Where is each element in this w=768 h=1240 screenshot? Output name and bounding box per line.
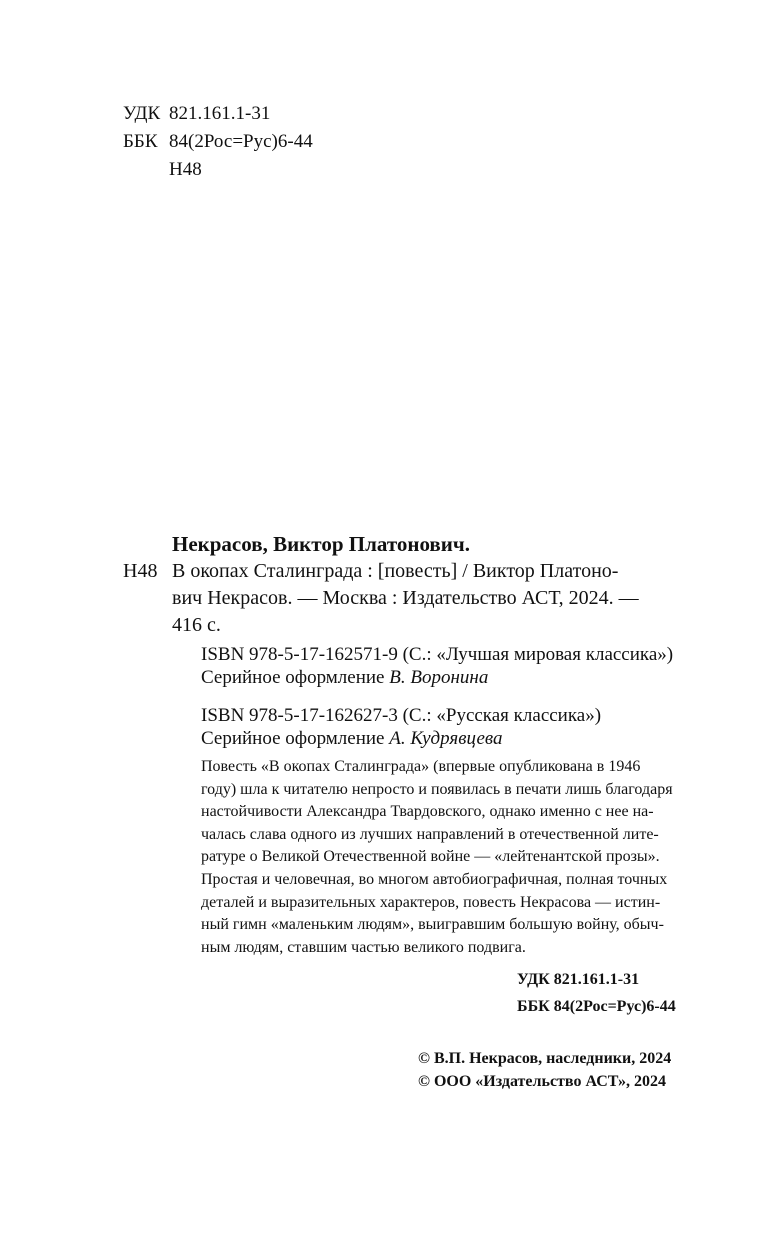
cutter-code: Н48	[169, 159, 202, 180]
isbn-line: ISBN 978-5-17-162571-9 (С.: «Лучшая мировая классика»)	[201, 644, 674, 665]
copyright-block	[418, 1047, 671, 1093]
cutter-row	[123, 156, 313, 184]
record-cutter: Н48	[123, 560, 158, 582]
abstract	[201, 756, 673, 959]
bbk-label: ББК	[123, 131, 158, 152]
bbk-row	[123, 128, 313, 156]
udk-row	[123, 100, 313, 128]
bbk-code-bottom: ББК 84(2Рос=Рус)6-44	[517, 998, 676, 1015]
abstract-line: Простая и человечная, во многом автобиографичная, полная точных	[201, 870, 668, 888]
copyright-line: © В.П. Некрасов, наследники, 2024	[418, 1050, 672, 1067]
udk-code-bottom: УДК 821.161.1-31	[517, 971, 640, 988]
isbn-line: ISBN 978-5-17-162627-3 (С.: «Русская классика»)	[201, 705, 602, 726]
abstract-line: настойчивости Александра Твардовского, однако именно с нее на-	[201, 803, 654, 821]
author-heading: Некрасов, Виктор Платонович.	[172, 532, 470, 556]
abstract-line: ный гимн «маленьким людям», выигравшим большую войну, обыч-	[201, 916, 664, 934]
abstract-line: деталей и выразительных характеров, повесть Некрасова — истин-	[201, 893, 661, 911]
series-design-line	[201, 667, 488, 689]
codes-bottom	[517, 966, 676, 1020]
series-designer: А. Кудрявцева	[389, 728, 503, 749]
abstract-line: году) шла к читателю непросто и появилась в печати лишь благодаря	[201, 780, 673, 798]
bbk-value: 84(2Рос=Рус)6-44	[169, 131, 313, 152]
copyright-line: © ООО «Издательство АСТ», 2024	[418, 1073, 667, 1090]
abstract-line: Повесть «В окопах Сталинграда» (впервые опубликована в 1946	[201, 758, 641, 775]
description-line: 416 с.	[172, 614, 221, 636]
series-designer: В. Воронина	[389, 667, 489, 688]
classification-block	[123, 100, 313, 184]
series-design-line	[201, 728, 503, 750]
abstract-line: ратуре о Великой Отечественной войне — «лейтенантской прозы».	[201, 848, 660, 866]
description-line: вич Некрасов. — Москва : Издательство АСТ, 2024. —	[172, 587, 639, 609]
description-line: В окопах Сталинграда : [повесть] / Виктор Платоно-	[172, 560, 619, 582]
udk-label: УДК	[123, 103, 161, 124]
series-design-prefix: Серийное оформление	[201, 728, 385, 749]
abstract-line: ным людям, ставшим частью великого подвига.	[201, 938, 526, 956]
abstract-line: чалась слава одного из лучших направлений в отечественной лите-	[201, 825, 659, 843]
series-design-prefix: Серийное оформление	[201, 667, 385, 688]
udk-value: 821.161.1-31	[169, 103, 271, 124]
